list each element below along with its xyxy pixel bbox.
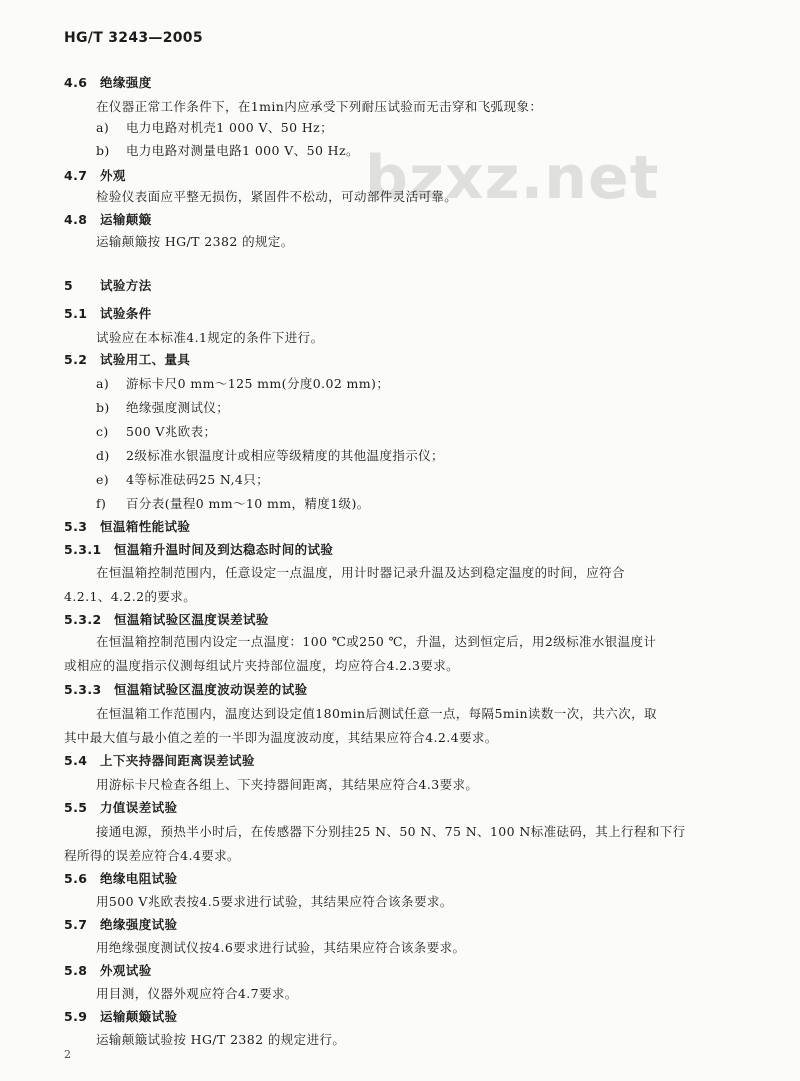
section-number: 5.8 (64, 963, 88, 978)
list-item (96, 376, 389, 392)
list-item (96, 472, 269, 488)
paragraph-line: 在仪器正常工作条件下，在1min内应承受下列耐压试验而无击穿和飞弧现象： (96, 99, 543, 114)
section-heading (64, 753, 255, 769)
section-heading (64, 278, 152, 294)
section-title: 外观 (100, 168, 126, 183)
paragraph-line: 或相应的温度指示仪测每组试片夹持部位温度，均应符合4.2.3要求。 (64, 658, 460, 673)
section-number: 4.7 (64, 168, 88, 183)
section-heading (64, 168, 126, 184)
paragraph-line: 接通电源，预热半小时后，在传感器下分别挂25 N、50 N、75 N、100 N标准砝码，其上行程和下行 (96, 824, 686, 839)
list-item-text: 游标卡尺0 mm～125 mm(分度0.02 mm)； (126, 376, 390, 391)
section-number: 5.3.3 (64, 682, 102, 697)
paragraph-line: 在恒温箱控制范围内，任意设定一点温度，用计时器记录升温及达到稳定温度的时间，应符合 (96, 565, 625, 580)
paragraph-line: 4.2.1、4.2.2的要求。 (64, 589, 197, 604)
section-title: 试验用工、量具 (100, 352, 191, 367)
paragraph-line: 其中最大值与最小值之差的一半即为温度波动度，其结果应符合4.2.4要求。 (64, 730, 498, 745)
paragraph-line: 检验仪表面应平整无损伤，紧固件不松动，可动部件灵活可靠。 (96, 189, 458, 204)
section-number: 5.7 (64, 917, 88, 932)
list-item-text: 500 V兆欧表； (126, 424, 217, 439)
paragraph-line: 在恒温箱控制范围内设定一点温度：100 ℃或250 ℃，升温，达到恒定后，用2级标准水银温度计 (96, 634, 657, 649)
paragraph-line: 用游标卡尺检查各组上、下夹持器间距离，其结果应符合4.3要求。 (96, 777, 479, 792)
section-heading (64, 917, 177, 933)
list-item (96, 143, 359, 159)
section-title: 恒温箱试验区温度波动误差的试验 (114, 682, 308, 697)
section-title: 恒温箱试验区温度误差试验 (114, 612, 269, 627)
list-item-text: 4等标准砝码25 N,4只； (126, 472, 269, 487)
section-heading (64, 871, 177, 887)
section-heading (64, 75, 152, 91)
section-title: 试验条件 (100, 306, 152, 321)
section-title: 外观试验 (100, 963, 152, 978)
list-item-label: a) (96, 120, 110, 135)
section-heading (64, 963, 152, 979)
paragraph-line: 试验应在本标准4.1规定的条件下进行。 (96, 330, 324, 345)
list-item (96, 424, 216, 440)
section-number: 5.1 (64, 306, 88, 321)
paragraph-line: 运输颠簸试验按 HG/T 2382 的规定进行。 (96, 1032, 346, 1047)
section-heading (64, 800, 177, 816)
section-title: 恒温箱性能试验 (100, 519, 191, 534)
page-number: 2 (64, 1048, 71, 1061)
section-number: 5.9 (64, 1009, 88, 1024)
paragraph-line: 用目测，仪器外观应符合4.7要求。 (96, 986, 298, 1001)
list-item-text: 2级标准水银温度计或相应等级精度的其他温度指示仪； (126, 448, 444, 463)
section-number: 5.2 (64, 352, 88, 367)
section-title: 恒温箱升温时间及到达稳态时间的试验 (114, 542, 334, 557)
section-number: 5.4 (64, 753, 88, 768)
list-item-label: a) (96, 376, 110, 391)
section-heading (64, 352, 190, 368)
list-item-text: 百分表(量程0 mm～10 mm，精度1级)。 (126, 496, 370, 511)
list-item (96, 496, 370, 512)
list-item-label: e) (96, 472, 110, 487)
section-number: 5.3.2 (64, 612, 102, 627)
section-number: 5.3 (64, 519, 88, 534)
paragraph-line: 在恒温箱工作范围内，温度达到设定值180min后测试任意一点，每隔5min读数一次，共六次，取 (96, 706, 657, 721)
section-title: 绝缘强度 (100, 75, 152, 90)
section-title: 绝缘强度试验 (100, 917, 178, 932)
section-title: 上下夹持器间距离误差试验 (100, 753, 255, 768)
section-title: 试验方法 (100, 278, 152, 293)
list-item-text: 电力电路对测量电路1 000 V、50 Hz。 (126, 143, 359, 158)
paragraph-line: 用绝缘强度测试仪按4.6要求进行试验，其结果应符合该条要求。 (96, 940, 466, 955)
list-item-label: c) (96, 424, 109, 439)
section-heading (64, 542, 333, 558)
paragraph-line: 运输颠簸按 HG/T 2382 的规定。 (96, 234, 294, 249)
list-item-text: 电力电路对机壳1 000 V、50 Hz； (126, 120, 334, 135)
section-heading (64, 1009, 177, 1025)
section-number: 5.6 (64, 871, 88, 886)
section-title: 运输颠簸试验 (100, 1009, 178, 1024)
section-heading (64, 306, 152, 322)
list-item (96, 400, 229, 416)
section-title: 力值误差试验 (100, 800, 178, 815)
paragraph-line: 程所得的误差应符合4.4要求。 (64, 848, 240, 863)
list-item-label: b) (96, 143, 110, 158)
section-number: 4.6 (64, 75, 88, 90)
section-number: 4.8 (64, 212, 88, 227)
section-number: 5.3.1 (64, 542, 102, 557)
section-heading (64, 682, 308, 698)
list-item-label: f) (96, 496, 107, 511)
section-heading (64, 612, 269, 628)
section-title: 绝缘电阻试验 (100, 871, 178, 886)
standard-header: HG/T 3243—2005 (64, 30, 203, 46)
section-number: 5.5 (64, 800, 88, 815)
list-item-label: d) (96, 448, 110, 463)
list-item-label: b) (96, 400, 110, 415)
section-title: 运输颠簸 (100, 212, 152, 227)
section-heading (64, 212, 152, 228)
list-item (96, 448, 444, 464)
section-heading (64, 519, 190, 535)
watermark: bzxz.net (365, 143, 660, 213)
list-item (96, 120, 333, 136)
section-number: 5 (64, 278, 74, 293)
list-item-text: 绝缘强度测试仪； (126, 400, 230, 415)
paragraph-line: 用500 V兆欧表按4.5要求进行试验，其结果应符合该条要求。 (96, 894, 453, 909)
